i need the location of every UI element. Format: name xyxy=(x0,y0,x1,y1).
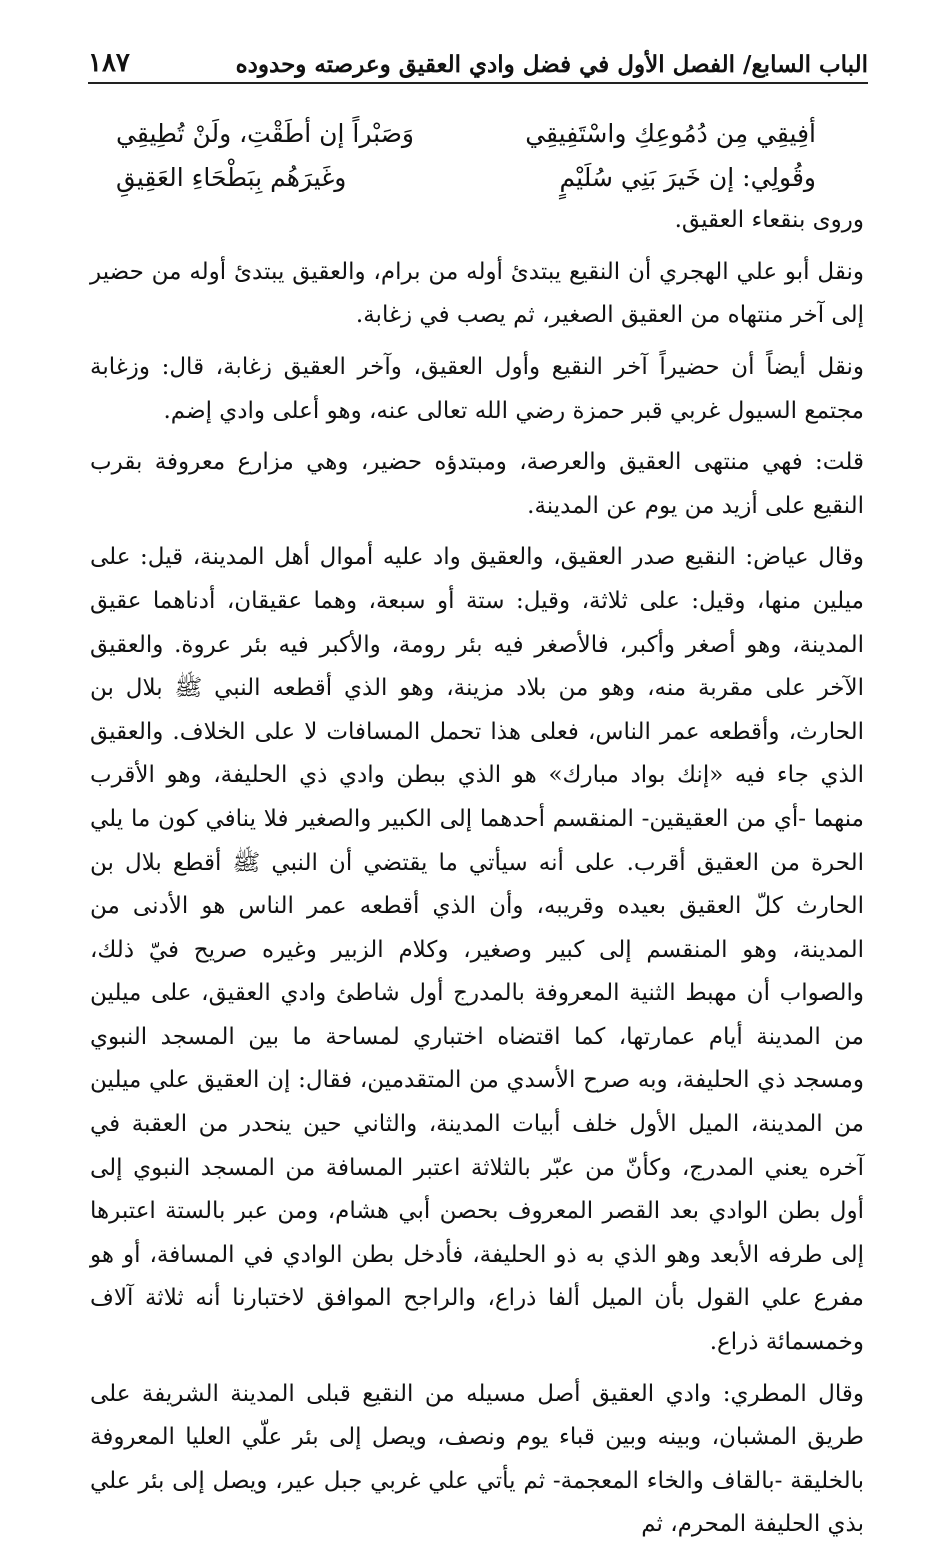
paragraph: وقال عياض: النقيع صدر العقيق، والعقيق واد عليه أموال أهل المدينة، قيل: على ميلين منها، وقيل: على ثلاثة، وقيل: ستة أو سبعة، وهما عقيقان، أدناهما عقيق المدينة، وهو أصغر وأكبر، فالأصغر فيه بئر رومة، والأكبر فيه بئر عروة. والعقيق الآخر على مقربة منه، وهو من بلاد مزينة، وهو الذي أقطعه النبي ﷺ بلال بن الحارث، وأقطعه عمر الناس، فعلى هذا تحمل المسافات لا على الخلاف. والعقيق الذي جاء فيه «إنك بواد مبارك» هو الذي ببطن وادي ذي الحليفة، وهو الأقرب منهما -أي من العقيقين- المنقسم أحدهما إلى الكبير والصغير فلا ينافي كون ما يلي الحرة من العقيق أقرب. على أنه سيأتي ما يقتضي أن النبي ﷺ أقطع بلال بن الحارث كلّ العقيق بعيده وقريبه، وأن الذي أقطعه عمر الناس هو الأدنى من المدينة، وهو المنقسم إلى كبير وصغير، وكلام الزبير وغيره صريح فيّ ذلك، والصواب أن مهبط الثنية المعروفة بالمدرج أول شاطئ وادي العقيق، على ميلين من المدينة أيام عمارتها، كما اقتضاه اختباري لمساحة ما بين المسجد النبوي ومسجد ذي الحليفة، وبه صرح الأسدي من المتقدمين، فقال: إن العقيق علي ميلين من المدينة، الميل الأول خلف أبيات المدينة، والثاني حين ينحدر من العقبة في آخره يعني المدرج، وكأنّ من عبّر بالثلاثة اعتبر المسافة من المسجد النبوي إلى أول بطن الوادي بعد القصر المعروف بحصن أبي هشام، ومن عبر بالستة اعتبرها إلى طرفه الأبعد وهو الذي به ذو الحليفة، فأدخل بطن الوادي في المسافة، أو هو مفرع علي القول بأن الميل ألفا ذراع، والراجح الموافق لاختبارنا أنه ثلاثة آلاف وخمسمائة ذراع. xyxy=(90,544,864,1356)
paragraph: وقال المطري: وادي العقيق أصل مسيله من النقيع قبلى المدينة الشريفة على طريق المشبان، وبينه وبين قباء يوم ونصف، ويصل إلى بئر علّي العليا المعروفة بالخليقة -بالقاف والخاء المعجمة- ثم يأتي علي غربي جبل عير، ويصل إلى بئر علي بذي الحليفة المحرم، ثم xyxy=(90,1380,864,1538)
poem-hemistich: وقُولِي: إن خَيرَ بَنِي سُلَيْمٍ xyxy=(559,162,816,192)
poem-line-1 xyxy=(90,112,864,156)
page-header xyxy=(88,38,868,84)
paragraph: قلت: فهي منتهى العقيق والعرصة، ومبتدؤه حضير، وهي مزارع معروفة بقرب النقيع على أزيد من يوم عن المدينة. xyxy=(90,449,864,519)
poem-hemistich: وغَيرَهُم بِبَطْحَاءِ العَقِيقِ xyxy=(116,162,347,192)
poem-hemistich: وَصَبْراً إن أطَقْتِ، ولَنْ تُطِيقِي xyxy=(116,119,414,148)
paragraph: ونقل أيضاً أن حضيراً آخر النقيع وأول العقيق، وآخر العقيق زغابة، قال: وزغابة مجتمع السيول غربي قبر حمزة رضي الله تعالى عنه، وهو أعلى وادي إضم. xyxy=(90,353,864,424)
paragraph: وروى بنقعاء العقيق. xyxy=(674,207,864,234)
paragraph: ونقل أبو علي الهجري أن النقيع يبتدئ أوله من برام، والعقيق يبتدئ أوله من حضير إلى آخر منتهاه من العقيق الصغير، ثم يصب في زغابة. xyxy=(90,258,864,329)
page-number: ١٨٧ xyxy=(88,48,130,78)
poem-hemistich: أفِيقِي مِن دُمُوعِكِ واسْتَفِيقِي xyxy=(525,119,816,148)
running-title: الباب السابع/ الفصل الأول في فضل وادي العقيق وعرصته وحدوده xyxy=(235,51,868,78)
poem-line-2 xyxy=(90,156,864,200)
page-body xyxy=(90,112,864,1547)
